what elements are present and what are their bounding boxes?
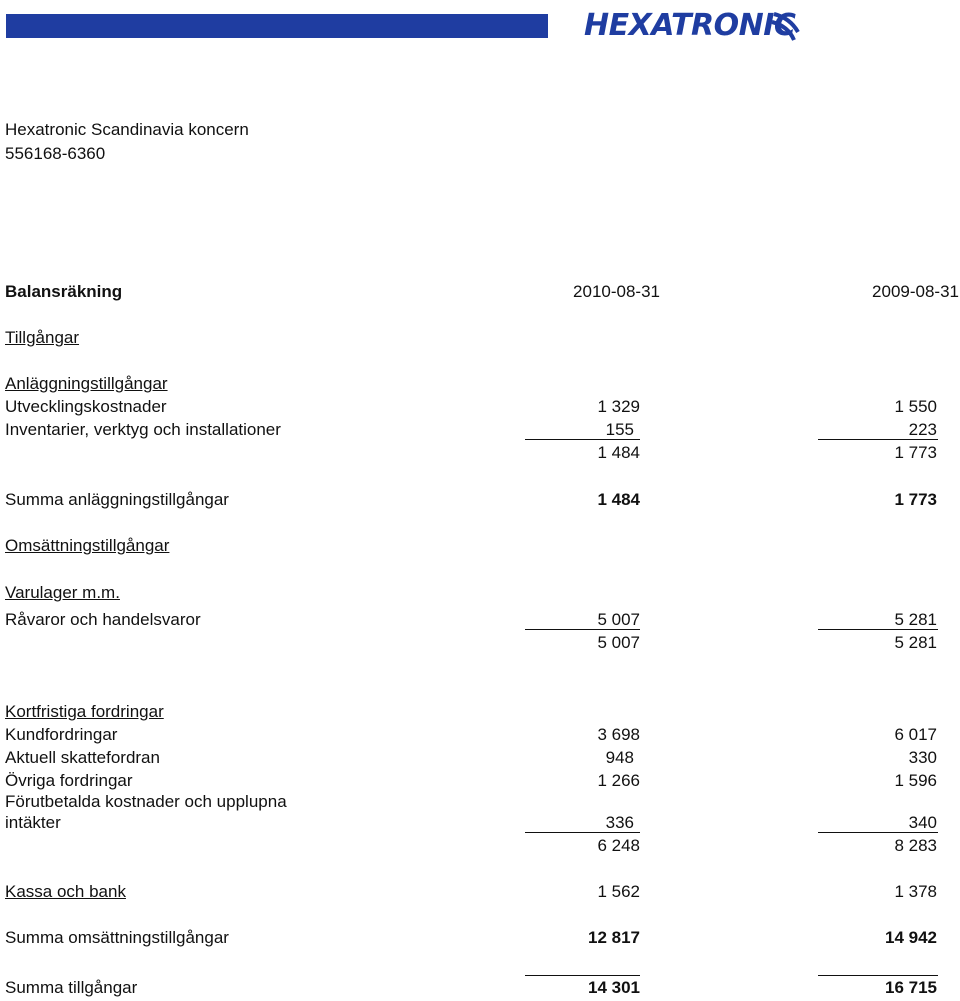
column-header-2009: 2009-08-31 (872, 282, 959, 301)
subtotal-2009: 8 283 (894, 836, 937, 855)
subtotal-rule (818, 832, 938, 833)
grand-total-label: Summa tillgångar (5, 978, 138, 997)
total-2010: 1 484 (597, 490, 640, 509)
row-label: Aktuell skattefordran (5, 748, 160, 767)
subtotal-2010: 5 007 (597, 633, 640, 652)
grand-total-rule (525, 975, 640, 976)
row-label: Råvaror och handelsvaror (5, 610, 201, 629)
header-color-band (6, 14, 548, 38)
logo-swoosh-icon (770, 8, 804, 44)
row-value-2010: 1 266 (597, 771, 640, 790)
subtotal-rule (525, 629, 640, 630)
row-value-2009: 223 (908, 420, 937, 439)
row-value-2010: 1 329 (597, 397, 640, 416)
subtotal-rule (525, 832, 640, 833)
row-value-2010: 948 (605, 748, 634, 767)
row-value-2009: 330 (908, 748, 937, 767)
row-value-2009: 5 281 (894, 610, 937, 629)
total-label: Summa anläggningstillgångar (5, 490, 229, 509)
cash-2009: 1 378 (894, 882, 937, 901)
report-title: Balansräkning (5, 282, 123, 301)
row-label: Övriga fordringar (5, 771, 133, 790)
row-label: Inventarier, verktyg och installationer (5, 420, 281, 439)
row-value-2010: 155 (605, 420, 634, 439)
subtotal-rule (818, 439, 938, 440)
row-label: Förutbetalda kostnader och upplupna (5, 792, 287, 811)
receivables-heading: Kortfristiga fordringar (5, 702, 164, 721)
current-assets-heading: Omsättningstillgångar (5, 536, 170, 555)
row-value-2010: 336 (605, 813, 634, 832)
cash-2010: 1 562 (597, 882, 640, 901)
org-number: 556168-6360 (5, 144, 106, 163)
hexatronic-logo (584, 6, 824, 46)
subtotal-2010: 6 248 (597, 836, 640, 855)
row-label-continued: intäkter (5, 813, 61, 832)
row-label: Kundfordringar (5, 725, 118, 744)
cash-label: Kassa och bank (5, 882, 126, 901)
row-value-2010: 3 698 (597, 725, 640, 744)
column-header-2010: 2010-08-31 (573, 282, 660, 301)
fixed-assets-heading: Anläggningstillgångar (5, 374, 168, 393)
row-value-2009: 340 (908, 813, 937, 832)
row-value-2009: 1 550 (894, 397, 937, 416)
total-2010: 12 817 (588, 928, 640, 947)
subtotal-rule (525, 439, 640, 440)
inventory-heading: Varulager m.m. (5, 583, 120, 602)
row-value-2009: 6 017 (894, 725, 937, 744)
grand-total-rule (818, 975, 938, 976)
subtotal-2010: 1 484 (597, 443, 640, 462)
section-assets: Tillgångar (5, 328, 80, 347)
company-name: Hexatronic Scandinavia koncern (5, 120, 249, 139)
subtotal-rule (818, 629, 938, 630)
total-2009: 14 942 (885, 928, 937, 947)
grand-total-2009: 16 715 (885, 978, 937, 997)
grand-total-2010: 14 301 (588, 978, 640, 997)
row-value-2009: 1 596 (894, 771, 937, 790)
row-label: Utvecklingskostnader (5, 397, 167, 416)
total-2009: 1 773 (894, 490, 937, 509)
subtotal-2009: 1 773 (894, 443, 937, 462)
subtotal-2009: 5 281 (894, 633, 937, 652)
total-label: Summa omsättningstillgångar (5, 928, 229, 947)
logo-text: HEXATRONIC (584, 8, 796, 43)
row-value-2010: 5 007 (597, 610, 640, 629)
